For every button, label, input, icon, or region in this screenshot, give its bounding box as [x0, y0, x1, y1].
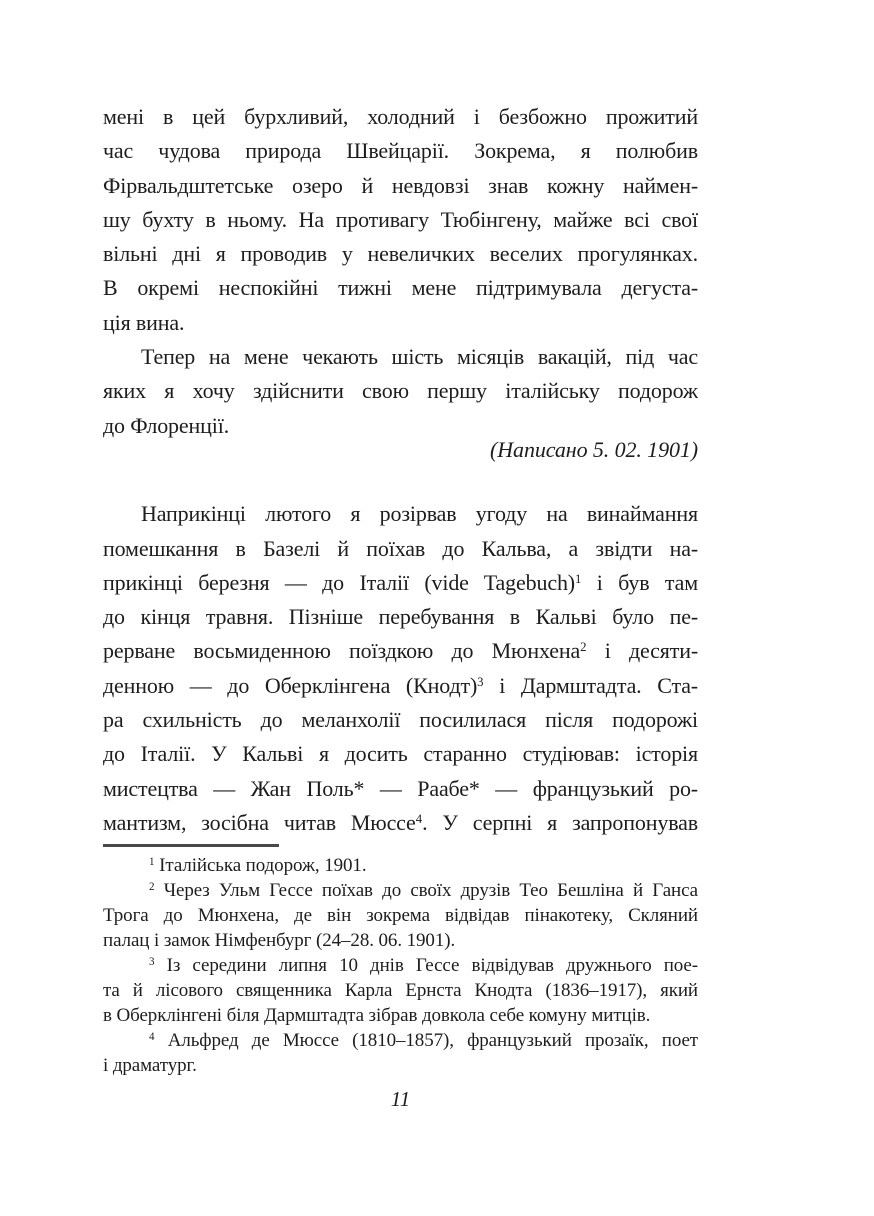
text-line: до кінця травня. Пізніше перебування в Кальві було пе- — [103, 604, 698, 630]
paragraph — [103, 100, 698, 340]
footnote-marker: 3 — [477, 674, 484, 689]
footnote-line: і драматург. — [103, 1055, 197, 1077]
paragraph — [103, 497, 698, 840]
text-line: помешкання в Базелі й поїхав до Кальва, а звідти на- — [103, 535, 698, 561]
text-line: Фірвальдштетське озеро й невдовзі знав кожну наймен- — [103, 172, 698, 198]
footnote-marker: 4 — [149, 1031, 155, 1044]
page-number: 11 — [390, 1087, 411, 1112]
footnote-marker: 3 — [149, 956, 155, 969]
text-line: шу бухту в ньому. На противагу Тюбінгену, майже всі свої — [103, 206, 698, 232]
footnote-marker: 2 — [580, 640, 587, 655]
footnote-marker: 2 — [149, 881, 155, 894]
text-line: мистецтва — Жан Поль* — Раабе* — французький ро- — [103, 775, 698, 801]
footnote — [103, 1028, 698, 1078]
text-line: вільні дні я проводив у невеличких веселих прогулянках. — [103, 241, 698, 267]
date-line: (Написано 5. 02. 1901) — [490, 436, 698, 462]
page-body — [103, 0, 698, 1112]
footnote-line: $^2$ Через Ульм Гессе поїхав до своїх друзів Тео Бешліна й Ганса — [149, 880, 698, 902]
text-line: до Флоренції. — [103, 412, 230, 438]
footnote-line: в Оберклінгені біля Дармштадта зібрав довкола себе комуну митців. — [103, 1005, 651, 1027]
text-line: Тепер на мене чекають шість місяців вакацій, під час — [141, 344, 698, 370]
body-text — [103, 100, 698, 840]
text-line: мантизм, зосібна читав Мюссе$^4$. У серпні я запропонував — [103, 809, 698, 835]
footnote-line: $^1$ Італійська подорож, 1901. — [149, 855, 367, 877]
footnotes — [103, 853, 698, 1078]
footnote-marker: 1 — [574, 571, 582, 586]
text-line: до Італії. У Кальві я досить старанно студіював: історія — [103, 741, 698, 767]
text-line: В окремі неспокійні тижні мене підтримувала дегуста- — [103, 275, 698, 301]
text-line: рерване восьмиденною поїздкою до Мюнхена$^2$ і десяти- — [103, 638, 698, 664]
footnote-line: $^3$ Із середини липня 10 днів Гессе відвідував дружнього пое- — [149, 955, 698, 977]
footnote-line: палац і замок Німфенбург (24–28. 06. 1901). — [103, 930, 456, 952]
text-line: мені в цей бурхливий, холодний і безбожно прожитий — [103, 104, 698, 129]
text-line: час чудова природа Швейцарії. Зокрема, я полюбив — [103, 138, 698, 164]
footnote-marker: 1 — [149, 856, 155, 869]
text-line: денною — до Оберклінгена (Кнодт)$^3$ і Дармштадта. Ста- — [103, 672, 698, 698]
footnote-separator — [103, 844, 279, 847]
footnote-line: $^4$ Альфред де Мюссе (1810–1857), французький прозаїк, поет — [149, 1030, 698, 1052]
footnote — [103, 878, 698, 953]
paragraph — [103, 340, 698, 443]
text-line: яких я хочу здійснити свою першу італійську подорож — [103, 378, 698, 404]
text-line: Наприкінці лютого я розірвав угоду на винаймання — [141, 501, 698, 527]
footnote — [103, 853, 698, 878]
footnote — [103, 953, 698, 1028]
footnote-line: Трога до Мюнхена, де він зокрема відвідав пінакотеку, Скляний — [103, 905, 698, 927]
footnote-marker: 4 — [415, 811, 423, 826]
text-line: ра схильність до меланхолії посилилася після подорожі — [103, 707, 698, 733]
footnote-line: та й лісового священника Карла Ернста Кнодта (1836–1917), який — [103, 980, 698, 1002]
text-line: прикінці березня — до Італії (vide Tagebuch)$^1$ і був там — [103, 569, 698, 595]
text-line: ція вина. — [103, 309, 185, 335]
